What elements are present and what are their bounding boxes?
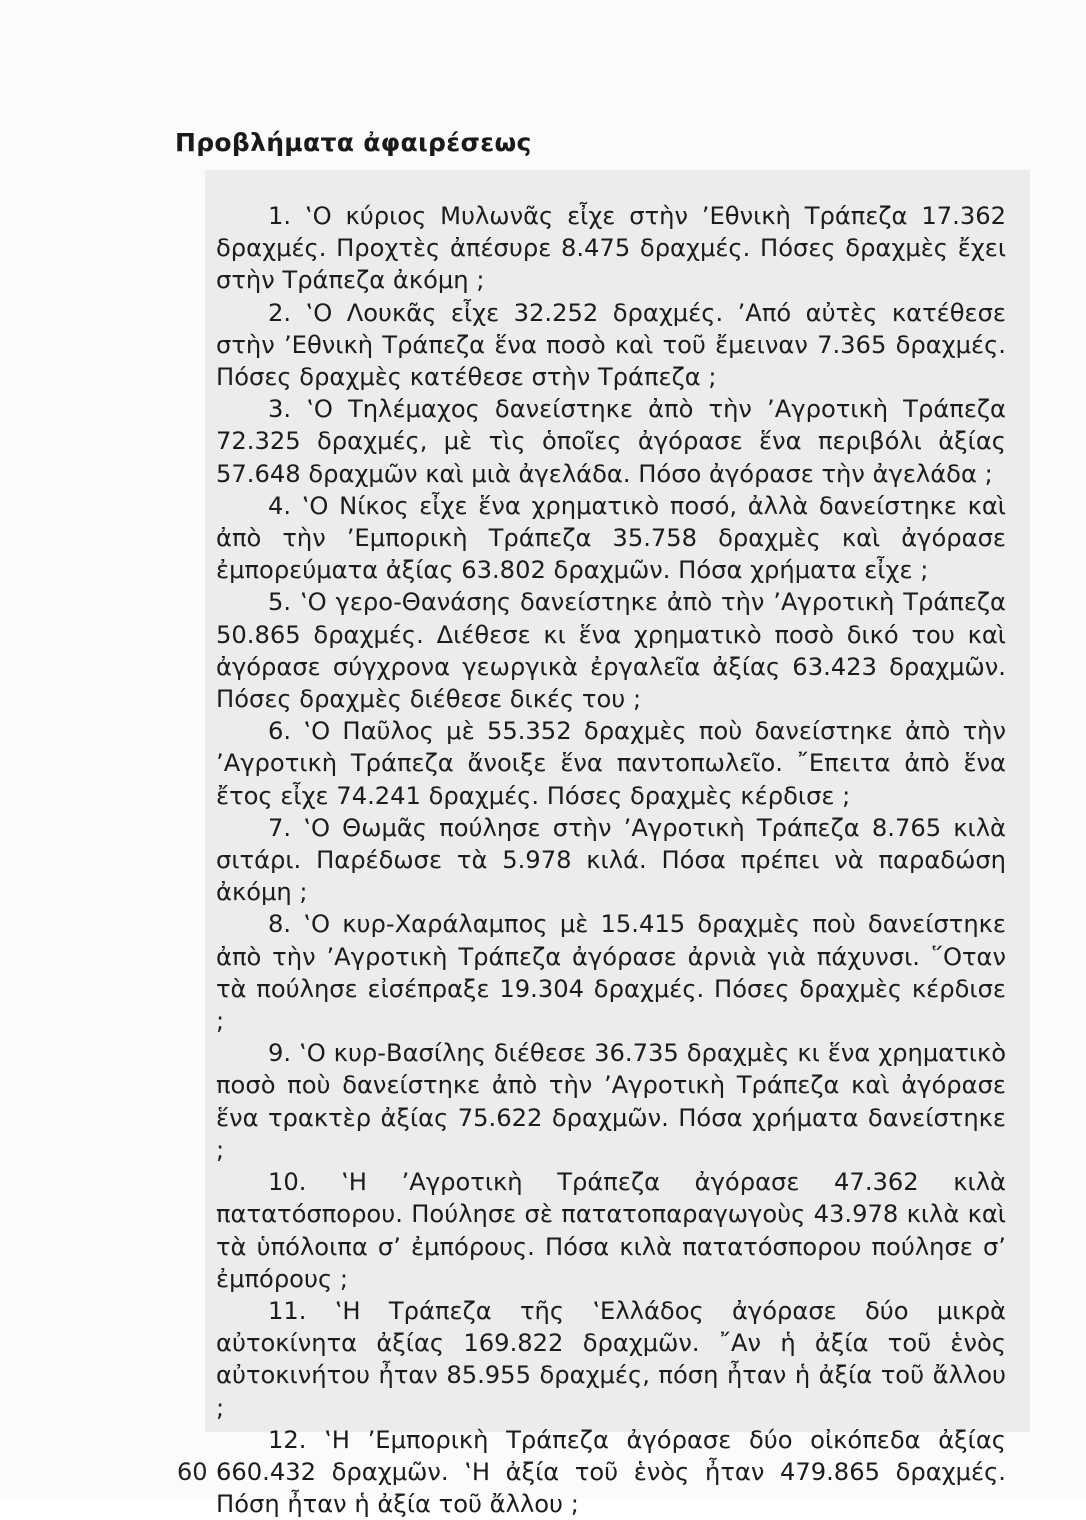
section-heading: Προβλήματα ἀφαιρέσεως (175, 128, 532, 157)
problem-list (216, 200, 1006, 1520)
problem-item: 5. ‛Ο γερο-Θανάσης δανείστηκε ἀπὸ τὴν ’Αγροτικὴ Τράπεζα 50.865 δραχμές. Διέθεσε κι ἕνα χρηματικὸ ποσὸ δικό του καὶ ἀγόρασε σύγχρονα γεωργικὰ ἐργαλεῖα ἀξίας 63.423 δραχμῶν. Πόσες δραχμὲς διέθεσε δικές του ; (216, 588, 1006, 714)
problem-item: 3. ‛Ο Τηλέμαχος δανείστηκε ἀπὸ τὴν ’Αγροτικὴ Τράπεζα 72.325 δραχμές, μὲ τὶς ὁποῖες ἀγόρασε ἕνα περιβόλι ἀξίας 57.648 δραχμῶν καὶ μιὰ ἀγελάδα. Πόσο ἀγόρασε τὴν ἀγελάδα ; (216, 395, 1006, 488)
problem-item: 7. ‛Ο Θωμᾶς πούλησε στὴν ’Αγροτικὴ Τράπεζα 8.765 κιλὰ σιτάρι. Παρέδωσε τὰ 5.978 κιλά. Πόσα πρέπει νὰ παραδώση ἀκόμη ; (216, 813, 1006, 907)
problem-item: 10. ‛Η ’Αγροτικὴ Τράπεζα ἀγόρασε 47.362 κιλὰ πατατόσπορου. Πούλησε σὲ πατατοπαραγωγοὺς 43.978 κιλὰ καὶ τὰ ὑπόλοιπα σ’ ἐμπόρους. Πόσα κιλὰ πατατόσπορου πούλησε σ’ ἐμπόρους ; (216, 1168, 1006, 1293)
problem-item: 8. ‛Ο κυρ-Χαράλαμπος μὲ 15.415 δραχμὲς ποὺ δανείστηκε ἀπὸ τὴν ’Αγροτικὴ Τράπεζα ἀγόρασε ἀρνιὰ γιὰ πάχυνσι. ῞Οταν τὰ πούλησε εἰσέπραξε 19.304 δραχμές. Πόσες δραχμὲς κέρδισε ; (216, 910, 1006, 1036)
problem-item: 2. ‛Ο Λουκᾶς εἶχε 32.252 δραχμές. ’Από αὐτὲς κατέθεσε στὴν ’Εθνικὴ Τράπεζα ἕνα ποσὸ καὶ τοῦ ἔμειναν 7.365 δραχμές. Πόσες δραχμὲς κατέθεσε στὴν Τράπεζα ; (216, 298, 1006, 392)
problem-item: 1. ‛Ο κύριος Μυλωνᾶς εἶχε στὴν ’Εθνικὴ Τράπεζα 17.362 δραχμές. Προχτὲς ἀπέσυρε 8.475 δραχμές. Πόσες δραχμὲς ἔχει στὴν Τράπεζα ἀκόμη ; (216, 202, 1006, 295)
problem-item: 9. ‛Ο κυρ-Βασίλης διέθεσε 36.735 δραχμὲς κι ἕνα χρηματικὸ ποσὸ ποὺ δανείστηκε ἀπὸ τὴν ’Αγροτικὴ Τράπεζα καὶ ἀγόρασε ἕνα τρακτὲρ ἀξίας 75.622 δραχμῶν. Πόσα χρήματα δανείστηκε ; (216, 1039, 1006, 1164)
problem-item: 11. ‛Η Τράπεζα τῆς ‛Ελλάδος ἀγόρασε δύο μικρὰ αὐτοκίνητα ἀξίας 169.822 δραχμῶν. ῎Αν ἡ ἀξία τοῦ ἑνὸς αὐτοκινήτου ἦταν 85.955 δραχμές, πόση ἦταν ἡ ἀξία τοῦ ἄλλου ; (216, 1296, 1006, 1422)
problem-item: 12. ‛Η ’Εμπορικὴ Τράπεζα ἀγόρασε δύο οἰκόπεδα ἀξίας 660.432 δραχμῶν. ‛Η ἀξία τοῦ ἑνὸς ἦταν 479.865 δραχμές. Πόση ἦταν ἡ ἀξία τοῦ ἄλλου ; (216, 1425, 1006, 1519)
problem-item: 6. ‛Ο Παῦλος μὲ 55.352 δραχμὲς ποὺ δανείστηκε ἀπὸ τὴν ’Αγροτικὴ Τράπεζα ἄνοιξε ἕνα παντοπωλεῖο. ῎Επειτα ἀπὸ ἕνα ἔτος εἶχε 74.241 δραχμές. Πόσες δραχμὲς κέρδισε ; (216, 717, 1006, 810)
problem-item: 4. ‛Ο Νίκος εἶχε ἕνα χρηματικὸ ποσό, ἀλλὰ δανείστηκε καὶ ἀπὸ τὴν ’Εμπορικὴ Τράπεζα 35.758 δραχμὲς καὶ ἀγόρασε ἐμπορεύματα ἀξίας 63.802 δραχμῶν. Πόσα χρήματα εἶχε ; (216, 491, 1006, 585)
page-number: 60 (177, 1458, 208, 1486)
